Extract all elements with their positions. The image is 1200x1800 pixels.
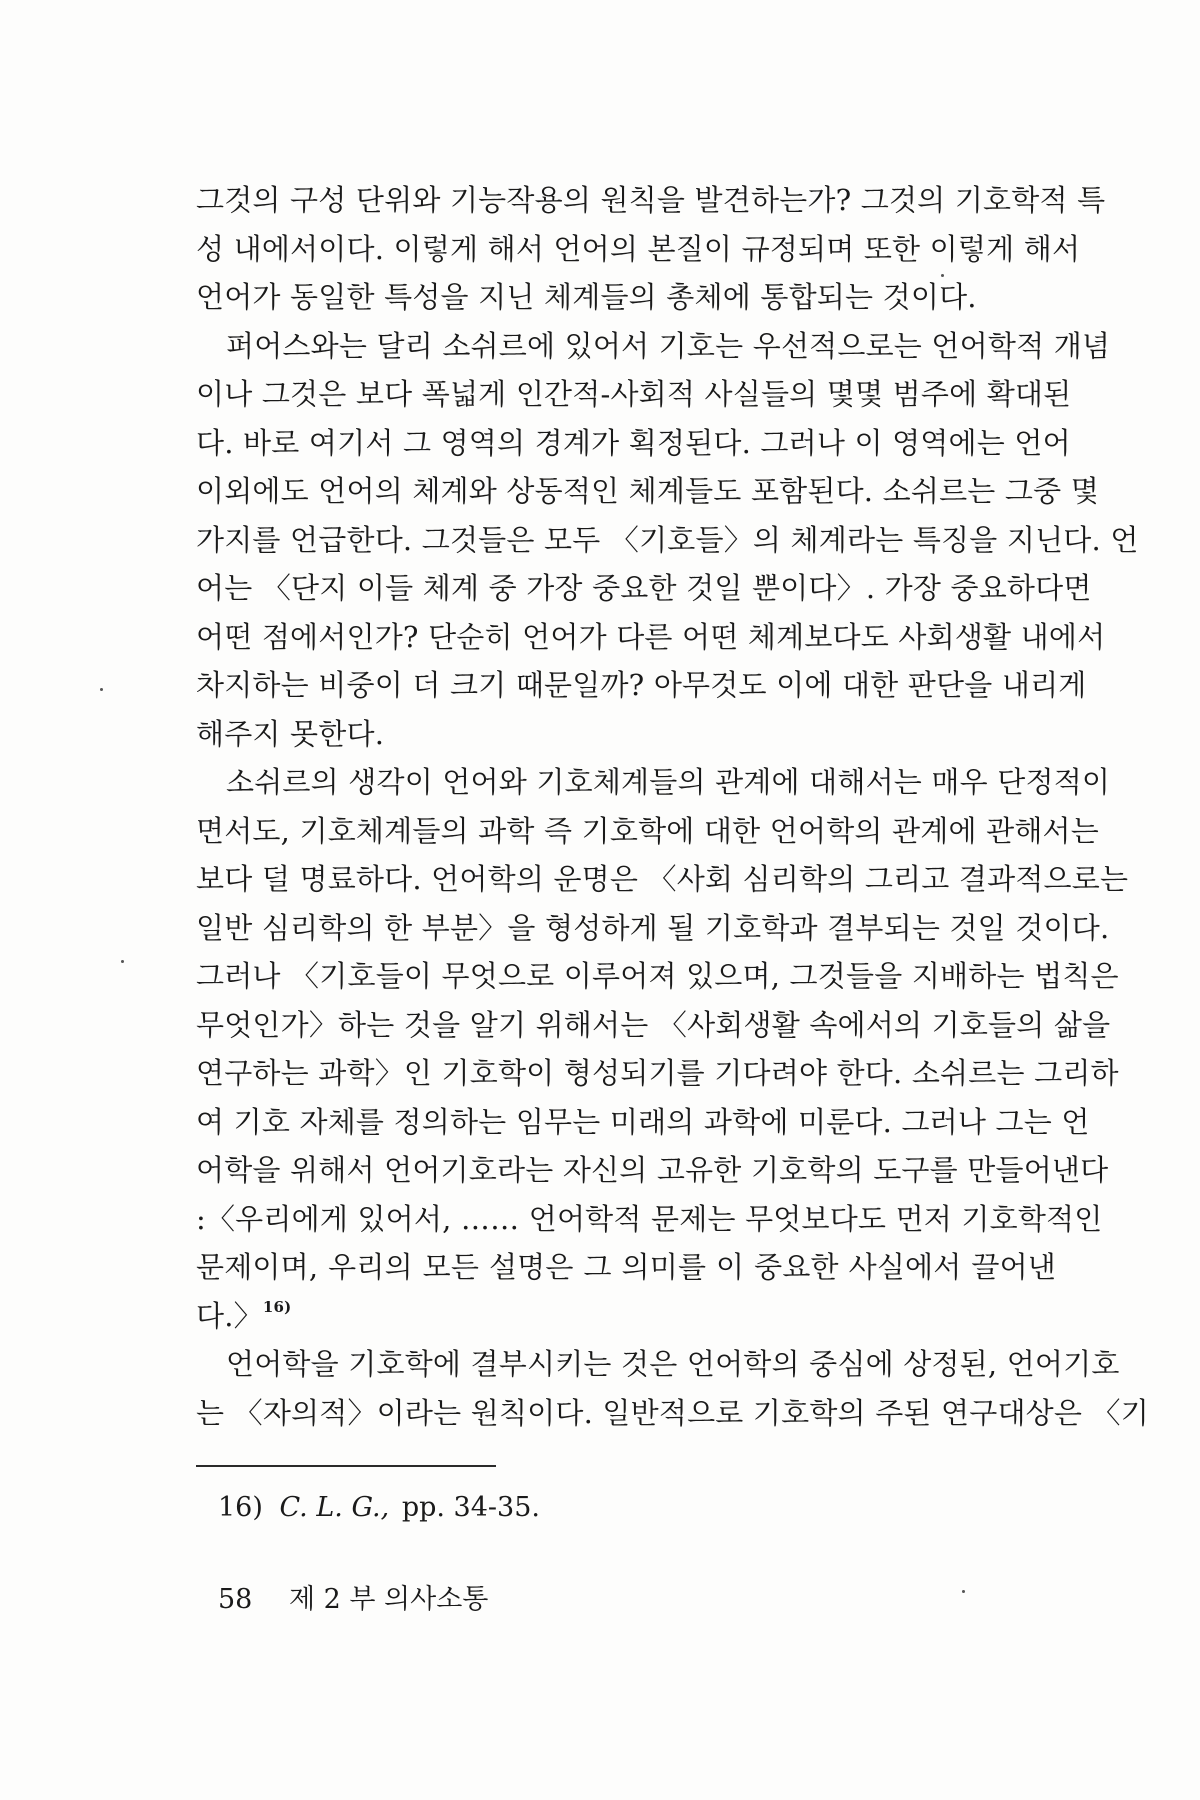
footnote-number: 16): [218, 1492, 263, 1523]
scan-speck: [941, 274, 944, 277]
text-line: :〈우리에게 있어서, …… 언어학적 문제는 무엇보다도 먼저 기호학적인: [196, 1201, 1103, 1236]
text-line: 차지하는 비중이 더 크기 때문일까? 아무것도 이에 대한 판단을 내리게: [196, 668, 1087, 702]
text-line: 다. 바로 여기서 그 영역의 경계가 획정된다. 그러나 이 영역에는 언어: [196, 425, 1071, 460]
text-line: 문제이며, 우리의 모든 설명은 그 의미를 이 중요한 사실에서 끌어낸: [196, 1250, 1056, 1284]
text-line: 해주지 못한다.: [196, 716, 385, 751]
footnote: [218, 1488, 540, 1528]
text-line: 가지를 언급한다. 그것들은 모두 〈기호들〉의 체계라는 특징을 지닌다. 언: [196, 522, 1139, 557]
text-line: 언어가 동일한 특성을 지닌 체계들의 총체에 통합되는 것이다.: [196, 280, 977, 314]
text-line: 어떤 점에서인가? 단순히 언어가 다른 어떤 체계보다도 사회생활 내에서: [196, 619, 1106, 654]
footnote-marker: 16): [262, 1297, 292, 1316]
text-line: 그것의 구성 단위와 기능작용의 원칙을 발견하는가? 그것의 기호학적 특: [196, 183, 1106, 217]
paragraph-first-line: 퍼어스와는 달리 소쉬르에 있어서 기호는 우선적으로는 언어학적 개념: [226, 328, 1111, 363]
text-line: 여 기호 자체를 정의하는 임무는 미래의 과학에 미룬다. 그러나 그는 언: [196, 1104, 1090, 1139]
text-line: 일반 심리학의 한 부분〉을 형성하게 될 기호학과 결부되는 것일 것이다.: [196, 910, 1110, 945]
footnote-divider: [196, 1465, 496, 1467]
footnote-pages: pp. 34-35.: [401, 1492, 540, 1523]
paragraph-first-line: 언어학을 기호학에 결부시키는 것은 언어학의 중심에 상정된, 언어기호: [226, 1347, 1120, 1381]
text-line: 무엇인가〉하는 것을 알기 위해서는 〈사회생활 속에서의 기호들의 삶을: [196, 1007, 1111, 1042]
text-line: 면서도, 기호체계들의 과학 즉 기호학에 대한 언어학의 관계에 관해서는: [196, 813, 1099, 848]
text-line-content: 다.〉: [196, 1298, 263, 1333]
text-line: 연구하는 과학〉인 기호학이 형성되기를 기다려야 한다. 소쉬르는 그리하: [196, 1056, 1119, 1090]
text-line: 어학을 위해서 언어기호라는 자신의 고유한 기호학의 도구를 만들어낸다: [196, 1153, 1109, 1187]
scan-speck: [121, 960, 124, 963]
footnote-source-title: C. L. G.,: [279, 1492, 390, 1523]
text-line: 이외에도 언어의 체계와 상동적인 체계들도 포함된다. 소쉬르는 그중 몇: [196, 474, 1099, 508]
page-number: 58: [218, 1584, 253, 1615]
text-line: 어는 〈단지 이들 체계 중 가장 중요한 것일 뿐이다〉. 가장 중요하다면: [196, 571, 1092, 605]
scan-speck: [962, 1590, 965, 1593]
body-text: [196, 176, 1149, 1437]
scan-speck: [100, 688, 103, 691]
text-line: 보다 덜 명료하다. 언어학의 운명은 〈사회 심리학의 그리고 결과적으로는: [196, 862, 1129, 896]
section-title: 제 2 부 의사소통: [288, 1584, 489, 1615]
text-line: [196, 1292, 1056, 1341]
text-line: 성 내에서이다. 이렇게 해서 언어의 본질이 규정되며 또한 이렇게 해서: [196, 231, 1081, 266]
paragraph-first-line: 소쉬르의 생각이 언어와 기호체계들의 관계에 대해서는 매우 단정적이: [226, 765, 1111, 799]
text-line: 이나 그것은 보다 폭넓게 인간적-사회적 사실들의 몇몇 범주에 확대된: [196, 377, 1072, 411]
text-line: 그러나 〈기호들이 무엇으로 이루어져 있으며, 그것들을 지배하는 법칙은: [196, 959, 1119, 993]
text-line: 는 〈자의적〉이라는 원칙이다. 일반적으로 기호학의 주된 연구대상은 〈기: [196, 1395, 1149, 1430]
page-footer: [218, 1580, 488, 1620]
